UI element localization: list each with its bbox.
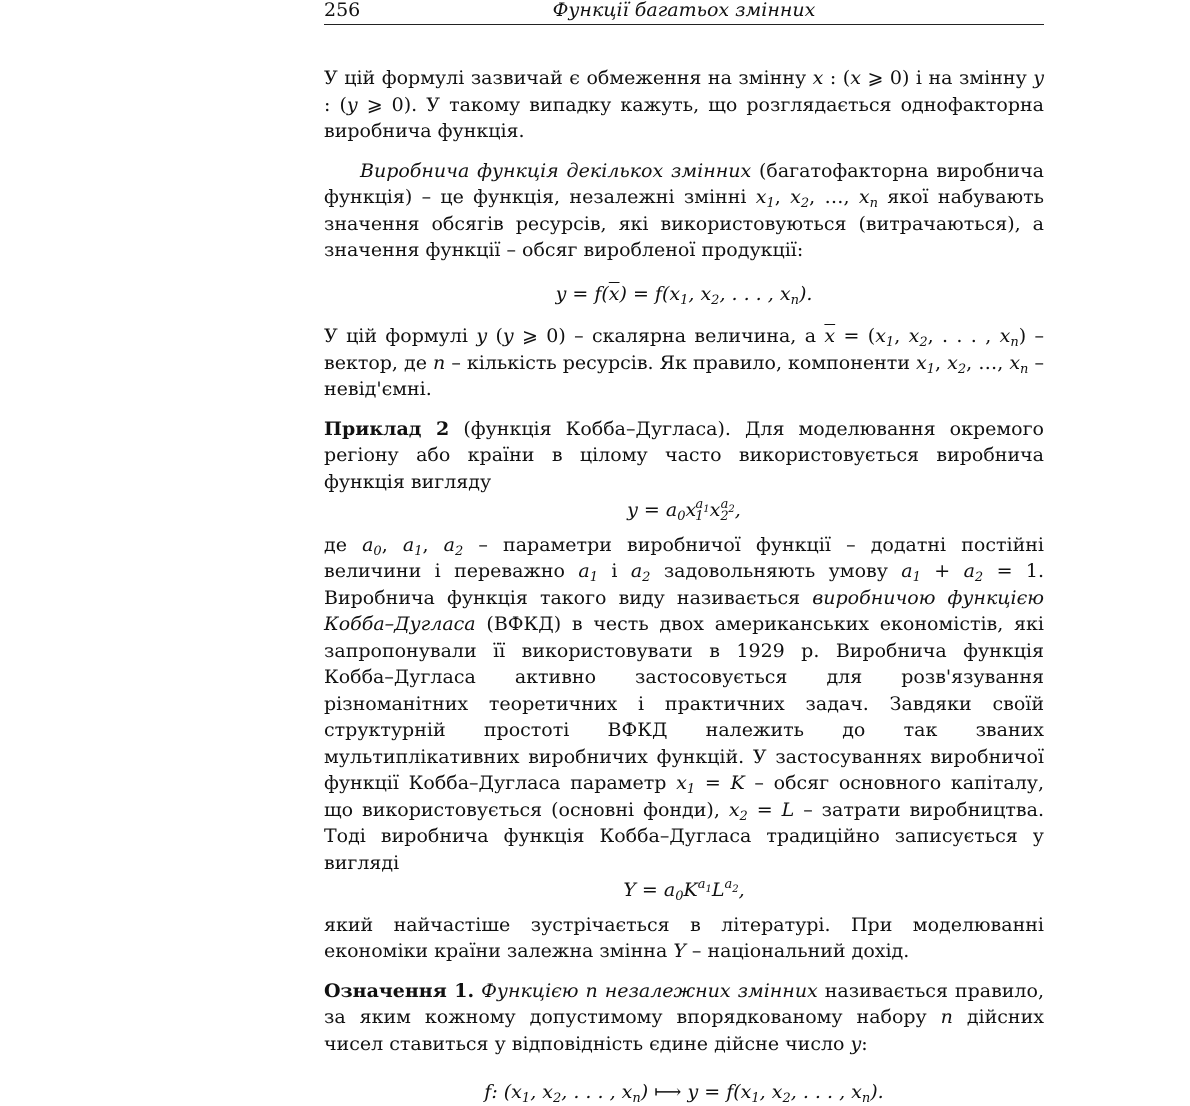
paragraph-2: Виробнича функція декількох змінних (багатофакторна виробнича функція) – це функція, незалежні змінні $x_1$, $x_2$, …, $x_n$ якої набувають значення обсягів ресурсів, які використовуються (витрачаються), а значення функції – обсяг виробленої продукції: (324, 159, 1044, 261)
example-2: Приклад 2 (функція Кобба–Дугласа). Для моделювання окремого регіону або країни в цілому часто використовується виробнича функція вигляду (324, 417, 1044, 493)
example-label: Приклад 2 (324, 417, 450, 440)
term-cobb-douglas: виробничою функцією Кобба–Дугласа (324, 586, 1044, 635)
definition-label: Означення 1. (324, 979, 475, 1002)
formula-multifactor: $y = f(\overline{x}) = f(x_1$, $x_2$, . . . , $x_n$). (555, 282, 813, 308)
paragraph-1: У цій формулі зазвичай є обмеження на змінну x : (x ⩾ 0) і на змінну y : (y ⩾ 0). У такому випадку кажуть, що розглядається однофакторна виробнича функція. (324, 67, 1045, 142)
term-multifactor: Виробнича функція декількох змінних (360, 159, 752, 182)
paragraph-3: У цій формулі y (y ⩾ 0) – скалярна величина, а $\overline{x} = (x_1$, $x_2$, . . . , $x_n$) – вектор, де n – кількість ресурсів. Як правило, компоненти $x_1$, $x_2$, …, $x_n$ – невід'ємні. (324, 325, 1044, 400)
running-title: Функції багатьох змінних (552, 0, 816, 21)
paragraph-6: який найчастіше зустрічається в літературі. При моделюванні економіки країни залежна змінна Y – національний дохід. (324, 913, 1044, 962)
formula-definition: f: ($x_1$, $x_2$, . . . , $x_n$) ⟼ $y = f(x_1$, $x_2$, . . . , $x_n$). (484, 1081, 884, 1106)
page-number: 256 (324, 0, 361, 21)
running-header (324, 0, 1044, 25)
term-function-n-vars: Функцією n незалежних змінних (481, 979, 818, 1002)
paragraph-5: де $a_0$, $a_1$, $a_2$ – параметри виробничої функції – додатні постійні величини і переважно $a_1$ і $a_2$ задовольняють умову $a_1 + a_2 = 1$. Виробнича функція такого виду називається виробничою функцією Кобба–Дугласа (ВФКД) в честь двох американських економістів, які запропонували її використовувати в 1929 р. Виробнича функція Кобба–Дугласа активно застосовується для розв'язування різноманітних теоретичних і практичних задач. Завдяки своїй структурній простоті ВФКД належить до так званих мультиплікативних виробничих функцій. У застосуваннях виробничої функції Кобба–Дугласа параметр $x_1 = K$ – обсяг основного капіталу, що використовується (основні фонди), $x_2 = L$ – затрати виробництва. Тоді виробнича функція Кобба–Дугласа традиційно записується у вигляді (324, 533, 1045, 874)
formula-cobb-douglas: $y = a_0x_1^{a_1}x_2^{a_2}$, (627, 497, 741, 524)
definition-1: Означення 1. Функцією n незалежних змінних називається правило, за яким кожному допустимому впорядкованому набору n дійсних чисел ставиться у відповідність єдине дійсне число y: (324, 979, 1044, 1055)
formula-cobb-douglas-KL: $Y = a_0K^{a_1}L^{a_2}$, (623, 877, 745, 904)
book-page (324, 0, 1044, 1106)
